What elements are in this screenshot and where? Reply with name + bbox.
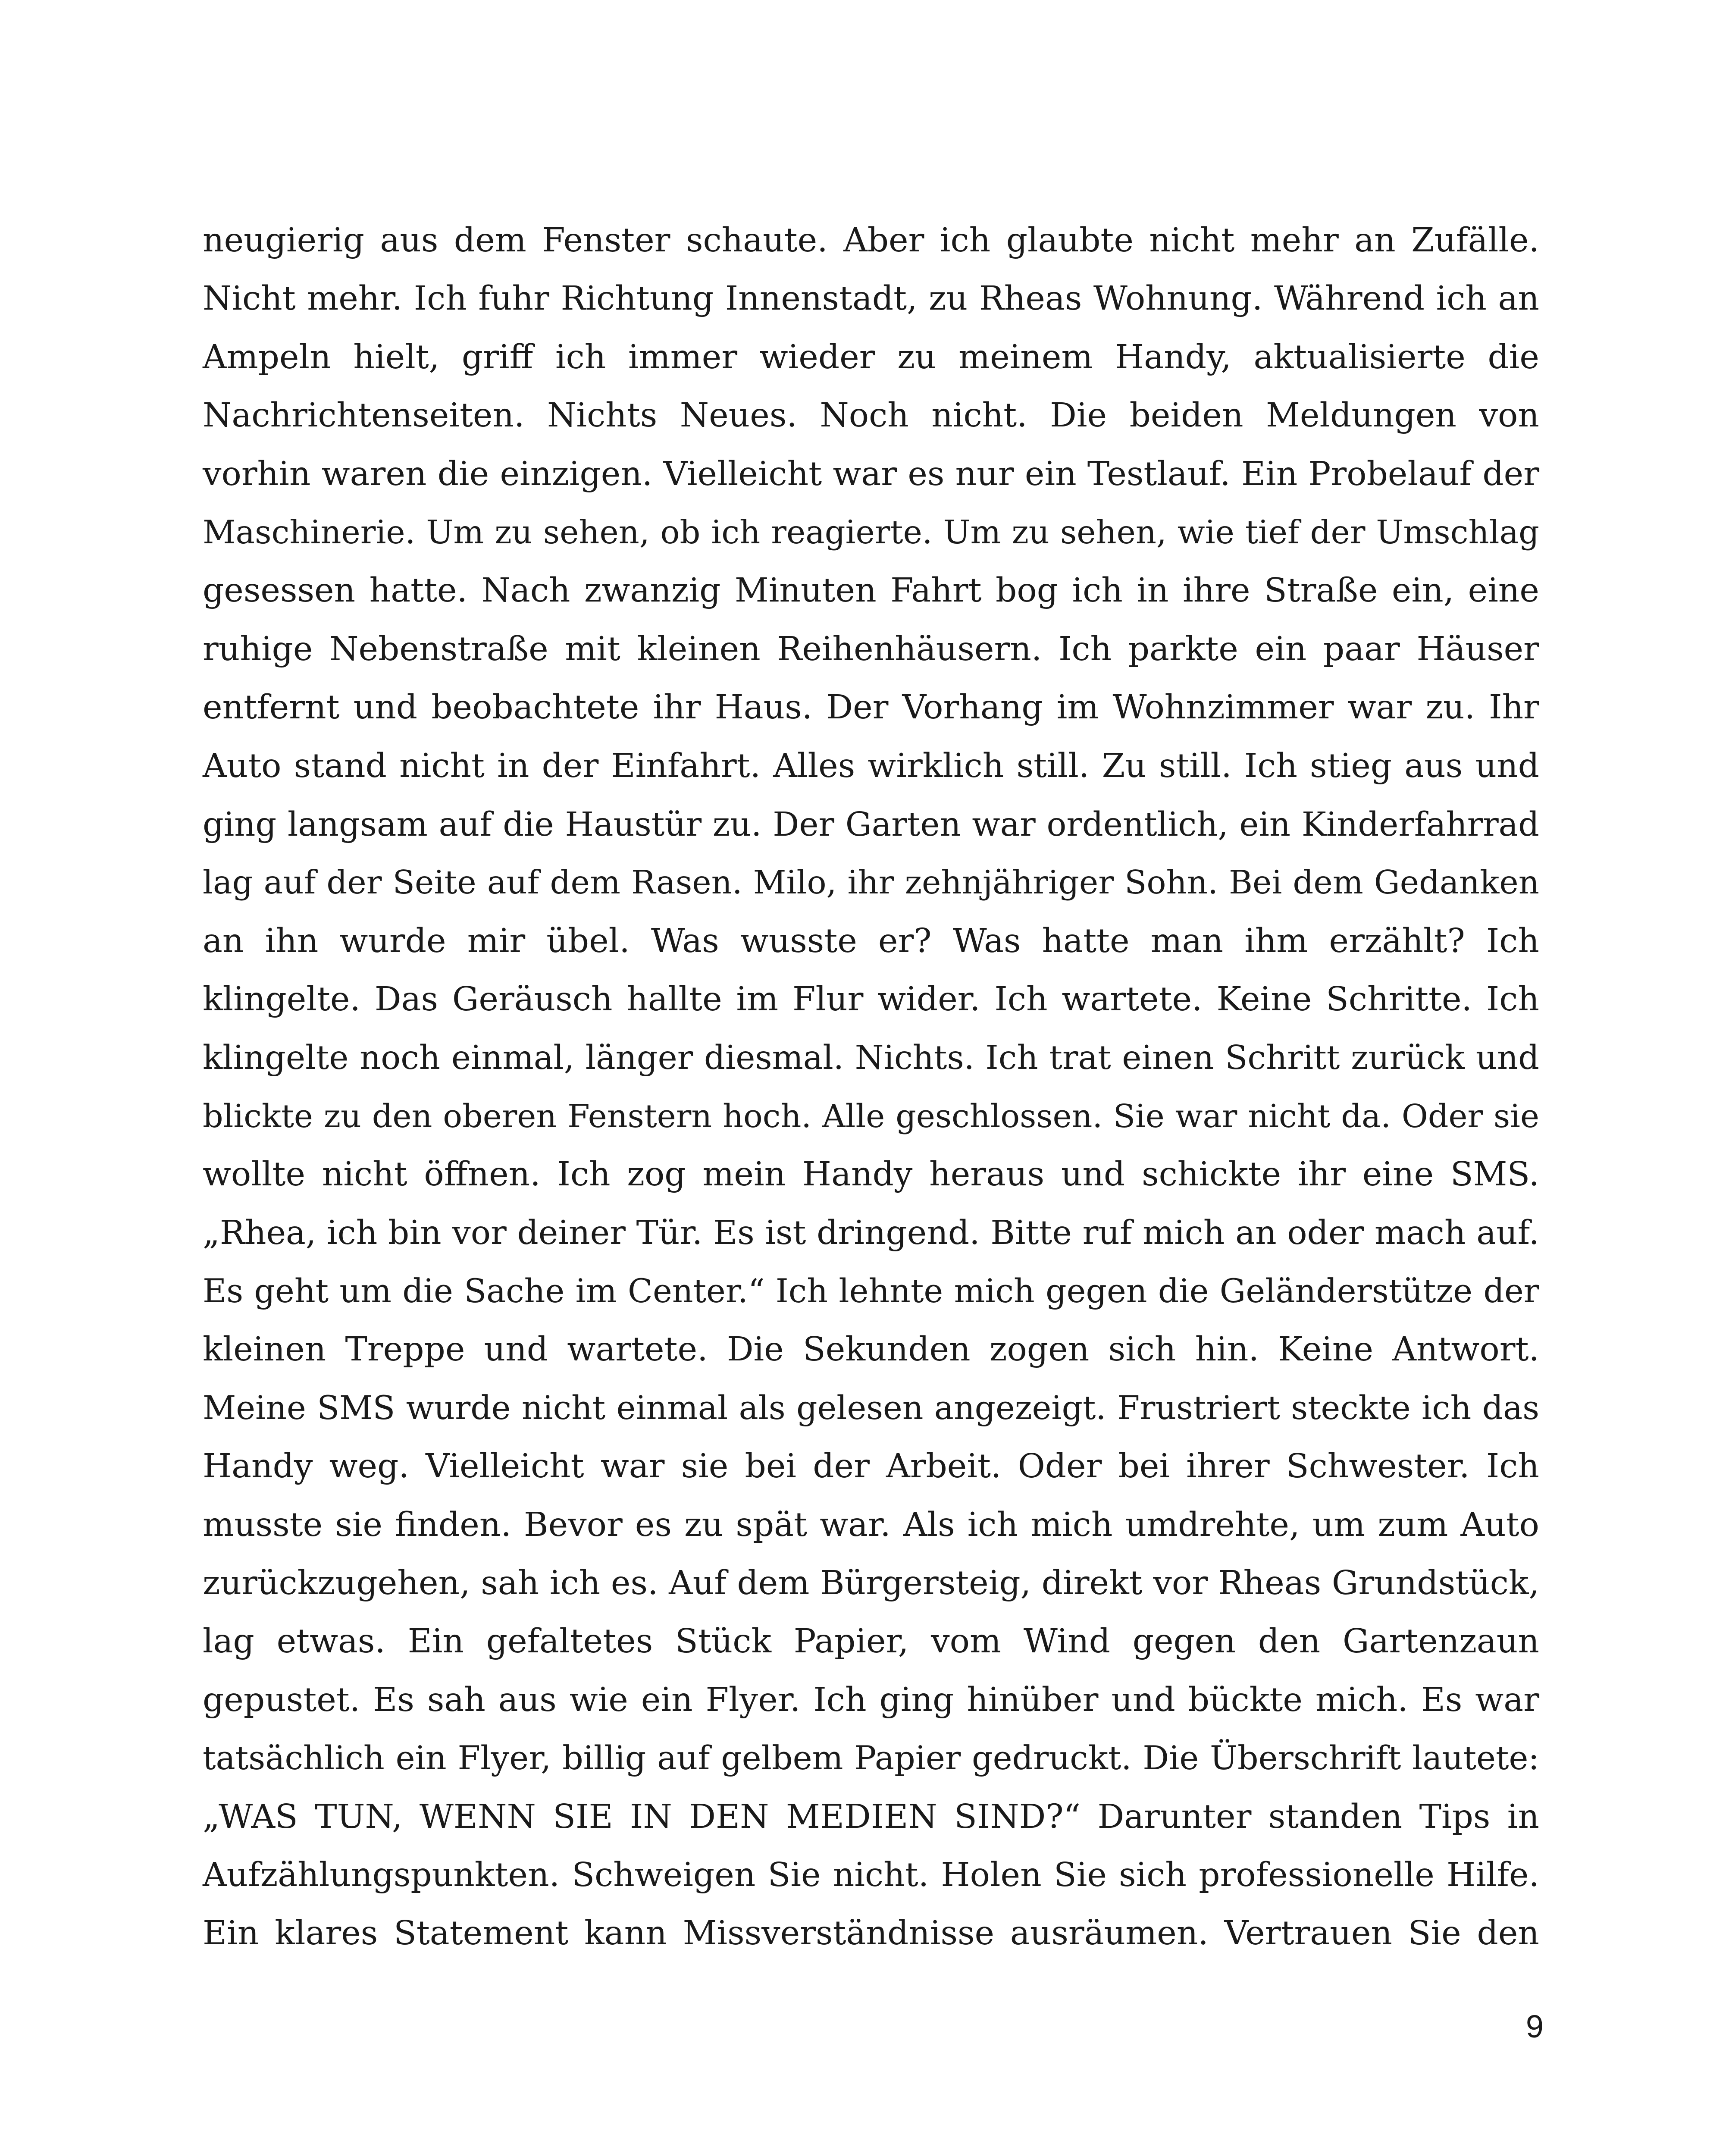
text-line: „Rhea, ich bin vor deiner Tür. Es ist dringend. Bitte ruf mich an oder mach auf. — [203, 1213, 1539, 1252]
page-number: 9 — [1525, 2009, 1544, 2044]
text-line: ging langsam auf die Haustür zu. Der Garten war ordentlich, ein Kinderfahrrad — [203, 805, 1539, 843]
body-paragraph — [203, 211, 1539, 1963]
text-line: musste sie finden. Bevor es zu spät war. Als ich mich umdrehte, um zum Auto — [203, 1505, 1539, 1544]
text-line: lag auf der Seite auf dem Rasen. Milo, ihr zehnjähriger Sohn. Bei dem Gedanken — [203, 863, 1539, 902]
text-line: klingelte noch einmal, länger diesmal. Nichts. Ich trat einen Schritt zurück und — [203, 1038, 1539, 1077]
text-line: kleinen Treppe und wartete. Die Sekunden zogen sich hin. Keine Antwort. — [203, 1330, 1539, 1369]
text-line: Handy weg. Vielleicht war sie bei der Arbeit. Oder bei ihrer Schwester. Ich — [203, 1447, 1539, 1486]
text-line: wollte nicht öffnen. Ich zog mein Handy heraus und schickte ihr eine SMS. — [203, 1155, 1539, 1194]
text-line: Es geht um die Sache im Center.“ Ich lehnte mich gegen die Geländerstütze der — [203, 1272, 1539, 1310]
text-line: lag etwas. Ein gefaltetes Stück Papier, vom Wind gegen den Gartenzaun — [203, 1622, 1539, 1661]
text-line: Nachrichtenseiten. Nichts Neues. Noch nicht. Die beiden Meldungen von — [203, 396, 1539, 435]
text-line: Aufzählungspunkten. Schweigen Sie nicht. Holen Sie sich professionelle Hilfe. — [203, 1855, 1539, 1894]
text-line: entfernt und beobachtete ihr Haus. Der Vorhang im Wohnzimmer war zu. Ihr — [203, 688, 1539, 727]
text-line: Ein klares Statement kann Missverständnisse ausräumen. Vertrauen Sie den — [203, 1914, 1539, 1953]
text-line: gesessen hatte. Nach zwanzig Minuten Fahrt bog ich in ihre Straße ein, eine — [203, 571, 1539, 610]
text-line: Ampeln hielt, griff ich immer wieder zu meinem Handy, aktualisierte die — [203, 338, 1539, 376]
text-line: ruhige Nebenstraße mit kleinen Reihenhäusern. Ich parkte ein paar Häuser — [203, 630, 1539, 668]
text-line: klingelte. Das Geräusch hallte im Flur wider. Ich wartete. Keine Schritte. Ich — [203, 980, 1539, 1019]
text-line: Nicht mehr. Ich fuhr Richtung Innenstadt, zu Rheas Wohnung. Während ich an — [203, 279, 1539, 318]
text-line: „WAS TUN, WENN SIE IN DEN MEDIEN SIND?“ Darunter standen Tips in — [203, 1797, 1539, 1836]
text-line: Maschinerie. Um zu sehen, ob ich reagierte. Um zu sehen, wie tief der Umschlag — [203, 513, 1539, 551]
text-line: Meine SMS wurde nicht einmal als gelesen angezeigt. Frustriert steckte ich das — [203, 1388, 1539, 1427]
text-line: vorhin waren die einzigen. Vielleicht war es nur ein Testlauf. Ein Probelauf der — [203, 454, 1539, 493]
text-line: zurückzugehen, sah ich es. Auf dem Bürgersteig, direkt vor Rheas Grundstück, — [203, 1564, 1539, 1602]
text-line: neugierig aus dem Fenster schaute. Aber ich glaubte nicht mehr an Zufälle. — [203, 221, 1539, 260]
text-line: gepustet. Es sah aus wie ein Flyer. Ich ging hinüber und bückte mich. Es war — [203, 1680, 1539, 1719]
text-line: Auto stand nicht in der Einfahrt. Alles wirklich still. Zu still. Ich stieg aus und — [203, 746, 1539, 785]
text-line: blickte zu den oberen Fenstern hoch. Alle geschlossen. Sie war nicht da. Oder sie — [203, 1097, 1539, 1135]
text-line: an ihn wurde mir übel. Was wusste er? Was hatte man ihm erzählt? Ich — [203, 921, 1539, 960]
text-line: tatsächlich ein Flyer, billig auf gelbem Papier gedruckt. Die Überschrift lautete: — [203, 1739, 1539, 1777]
